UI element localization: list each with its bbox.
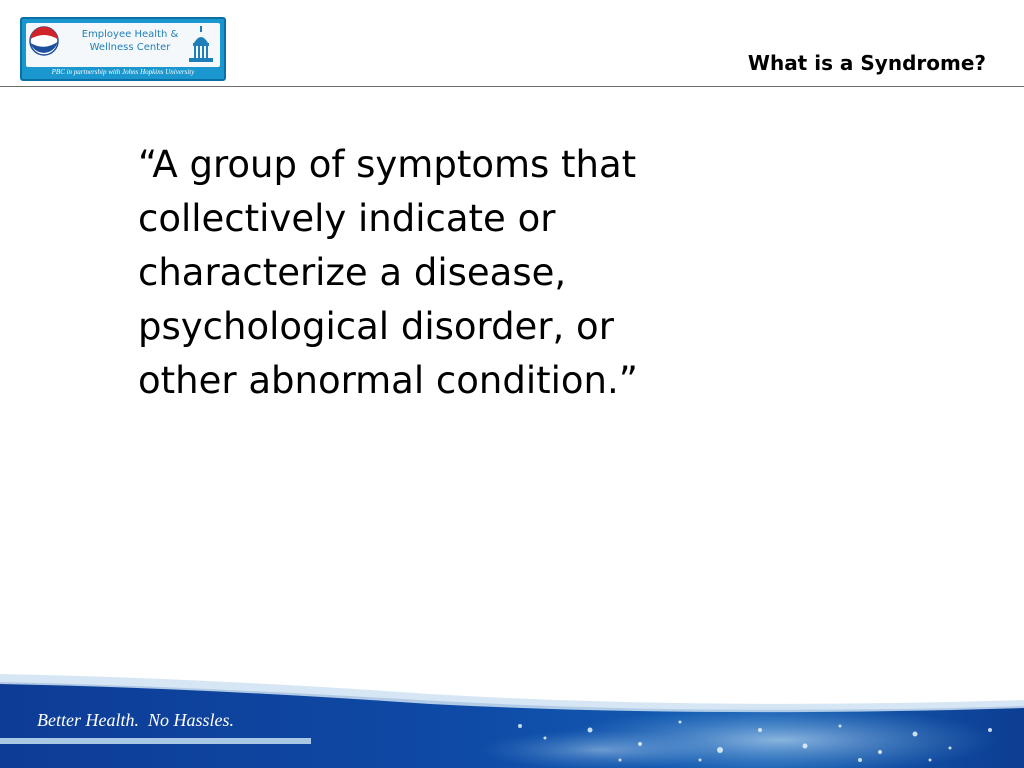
dome-icon <box>186 25 216 65</box>
footer-accent-line <box>0 738 311 744</box>
quote-line: “A group of symptoms that <box>138 143 637 186</box>
quote-line: psychological disorder, or <box>138 305 614 348</box>
company-logo <box>20 17 226 81</box>
definition-quote <box>138 138 798 408</box>
logo-tagline: PBC in partnership with Johns Hopkins University <box>51 68 195 76</box>
logo-text <box>70 28 190 54</box>
footer-banner <box>0 660 1024 768</box>
footer-slogan: Better Health. No Hassles. <box>37 710 234 730</box>
logo-line-1: Employee Health & <box>81 29 179 40</box>
quote-line: collectively indicate or <box>138 197 556 240</box>
header-divider <box>0 86 1024 87</box>
logo-line-2: Wellness Center <box>89 42 171 53</box>
logo-panel <box>26 23 220 67</box>
quote-line: characterize a disease, <box>138 251 567 294</box>
globe-icon <box>29 26 59 56</box>
slide-title: What is a Syndrome? <box>747 51 986 75</box>
quote-line: other abnormal condition.” <box>138 359 638 402</box>
